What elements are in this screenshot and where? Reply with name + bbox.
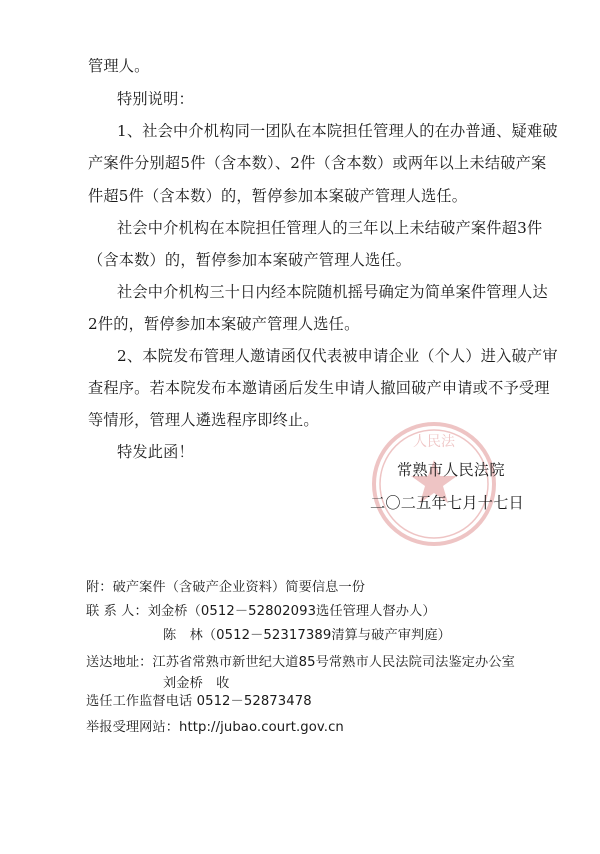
- svg-text:人民法: 人民法: [413, 434, 455, 450]
- body-line-8: 社会中介机构三十日内经本院随机摇号确定为简单案件管理人达: [117, 283, 548, 301]
- body-line-12: 等情形，管理人遴选程序即终止。: [88, 411, 319, 429]
- delivery-recipient: 刘金桥 收: [163, 676, 230, 691]
- contact-person-1: 联 系 人：刘金桥（0512－52802093选任管理人督办人）: [86, 604, 436, 619]
- attachment-note: 附：破产案件（含破产企业资料）简要信息一份: [86, 580, 366, 595]
- document-date: 二〇二五年七月十七日: [370, 494, 524, 512]
- court-name: 常熟市人民法院: [397, 461, 505, 479]
- closing-line: 特发此函！: [117, 443, 194, 461]
- body-line-7: （含本数）的，暂停参加本案破产管理人选任。: [88, 251, 412, 269]
- body-line-3: 1、社会中介机构同一团队在本院担任管理人的在办普通、疑难破: [117, 122, 558, 140]
- delivery-address: 送达地址：江苏省常熟市新世纪大道85号常熟市人民法院司法鉴定办公室: [86, 655, 515, 670]
- body-line-5: 件超5件（含本数）的，暂停参加本案破产管理人选任。: [88, 187, 468, 205]
- body-line-11: 查程序。若本院发布本邀请函后发生申请人撤回破产申请或不予受理: [88, 379, 550, 397]
- court-seal-icon: [370, 420, 498, 548]
- body-line-9: 2件的，暂停参加本案破产管理人选任。: [88, 315, 360, 333]
- report-website: 举报受理网站：http://jubao.court.gov.cn: [86, 720, 344, 735]
- body-line-4: 产案件分别超5件（含本数）、2件（含本数）或两年以上未结破产案: [88, 154, 547, 172]
- body-line-6: 社会中介机构在本院担任管理人的三年以上未结破产案件超3件: [117, 219, 543, 237]
- special-note-heading: 特别说明：: [117, 90, 194, 108]
- body-line-10: 2、本院发布管理人邀请函仅代表被申请企业（个人）进入破产审: [117, 347, 558, 365]
- body-line-1: 管理人。: [88, 57, 150, 75]
- supervision-phone: 选任工作监督电话 0512－52873478: [86, 694, 312, 709]
- contact-person-2: 陈 林（0512－52317389清算与破产审判庭）: [163, 628, 451, 643]
